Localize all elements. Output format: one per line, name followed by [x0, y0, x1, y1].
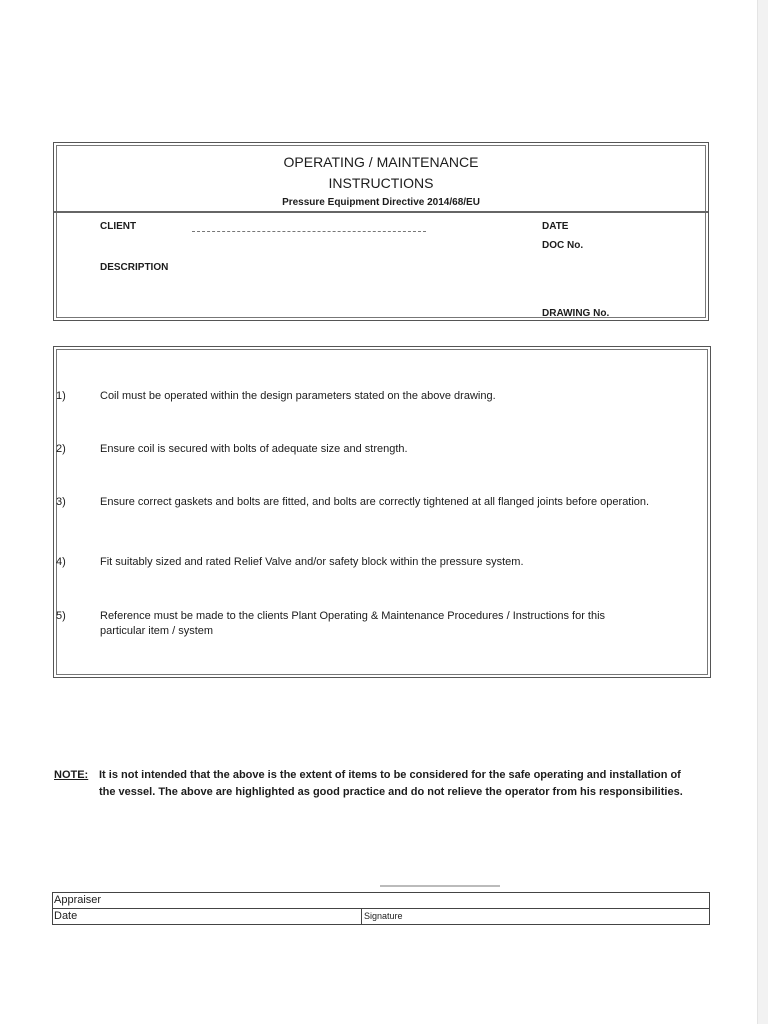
title-area	[54, 143, 708, 213]
appraiser-label: Appraiser	[54, 894, 102, 906]
instruction-number: 3)	[56, 496, 66, 508]
title-line-1: OPERATING / MAINTENANCE	[283, 154, 479, 170]
description-label: DESCRIPTION	[100, 262, 169, 273]
instruction-text: Ensure correct gaskets and bolts are fitted, and bolts are correctly tightened at all flanged joints before operation.	[100, 496, 650, 508]
instruction-number: 5)	[56, 610, 66, 622]
instruction-text: Fit suitably sized and rated Relief Valve and/or safety block within the pressure system.	[100, 556, 524, 568]
signature-label: Signature	[364, 911, 403, 921]
instruction-text: Reference must be made to the clients Plant Operating & Maintenance Procedures / Instructions for this particular item / system	[100, 610, 606, 637]
note-label: NOTE:	[54, 769, 89, 781]
title-line-2: INSTRUCTIONS	[328, 175, 434, 191]
instruction-text: Coil must be operated within the design parameters stated on the above drawing.	[100, 390, 496, 402]
instruction-number: 1)	[56, 390, 66, 402]
instructions-box	[53, 346, 711, 678]
instruction-text: Ensure coil is secured with bolts of adequate size and strength.	[100, 443, 408, 455]
instruction-number: 4)	[56, 556, 66, 568]
header-box	[53, 142, 709, 321]
appraiser-table	[52, 892, 710, 925]
page-edge	[757, 0, 768, 1024]
note-text: It is not intended that the above is the extent of items to be considered for the safe operating and installation of the vessel. The above are highlighted as good practice and do not relieve the operator from his responsibilities.	[99, 769, 683, 798]
client-label: CLIENT	[100, 221, 137, 232]
scan-mark	[380, 885, 500, 887]
directive-subtitle: Pressure Equipment Directive 2014/68/EU	[282, 197, 480, 208]
date-row-label: Date	[54, 910, 78, 922]
date-label: DATE	[542, 221, 569, 232]
instruction-number: 2)	[56, 443, 66, 455]
footer-divider	[361, 909, 362, 924]
appraiser-row	[53, 893, 709, 909]
doc-no-label: DOC No.	[542, 240, 584, 251]
drawing-no-label: DRAWING No.	[542, 308, 610, 319]
client-field-line	[192, 231, 426, 232]
